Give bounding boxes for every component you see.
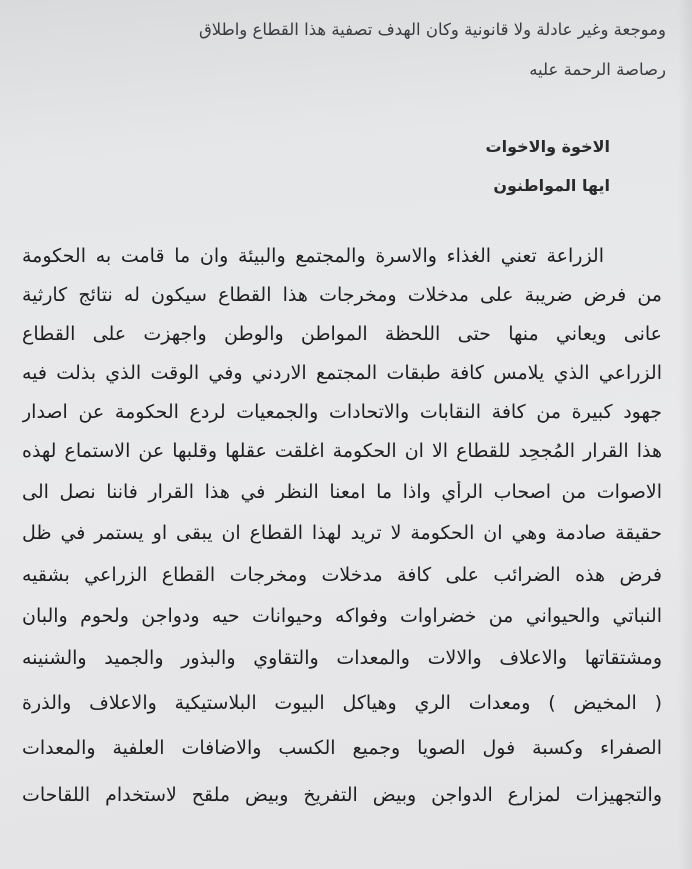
intro-line: وموجعة وغير عادلة ولا قانونية وكان الهدف تصفية هذا القطاع واطلاق	[198, 20, 666, 39]
body-line: ( المخيض ) ومعدات الري وهياكل البيوت البلاستيكية والاعلاف والذرة	[22, 692, 662, 714]
page-edge-shadow	[678, 0, 692, 869]
greeting-heading: الاخوة والاخوات	[485, 137, 610, 156]
body-line: الصفراء وكسبة فول الصويا وجميع الكسب والاضافات العلفية والمعدات	[22, 737, 662, 759]
body-line: حقيقة صادمة وهي ان الحكومة لا تريد لهذا القطاع ان يبقى او يستمر في ظل	[22, 522, 662, 544]
body-line: عانى ويعاني منها حتى اللحظة المواطن والوطن واجهزت على القطاع	[22, 323, 662, 345]
body-line: ومشتقاتها والاعلاف والالات والمعدات والتقاوي والبذور والجميد والشنينه	[22, 647, 662, 669]
body-line: الاصوات من اصحاب الرأي واذا ما امعنا النظر في هذا القرار فاننا نصل الى	[22, 481, 662, 503]
body-line: النباتي والحيواني من خضراوات وفواكه وحيوانات حيه ودواجن ولحوم والبان	[22, 605, 662, 627]
body-line: الزراعي الذي يلامس كافة طبقات المجتمع الاردني وفي الوقت الذي بذلت فيه	[22, 362, 662, 384]
greeting-subheading: ايها المواطنون	[493, 176, 610, 195]
body-line: الزراعة تعني الغذاء والاسرة والمجتمع والبيئة وان ما قامت به الحكومة	[22, 245, 604, 267]
body-line: من فرض ضريبة على مدخلات ومخرجات هذا القطاع سيكون له نتائج كارثية	[22, 284, 662, 306]
body-line: هذا القرار المُجحِد للقطاع الا ان الحكومة اغلقت عقلها وقلبها عن الاستماع لهذه	[22, 440, 662, 462]
body-line: والتجهيزات لمزارع الدواجن وبيض التفريخ وبيض ملقح لاستخدام اللقاحات	[22, 784, 662, 806]
body-line: جهود كبيرة من كافة النقابات والاتحادات والجمعيات لردع الحكومة عن اصدار	[22, 401, 662, 423]
body-line: فرض هذه الضرائب على كافة مدخلات ومخرجات القطاع الزراعي بشقيه	[22, 564, 662, 586]
intro-line: رصاصة الرحمة عليه	[529, 60, 666, 79]
